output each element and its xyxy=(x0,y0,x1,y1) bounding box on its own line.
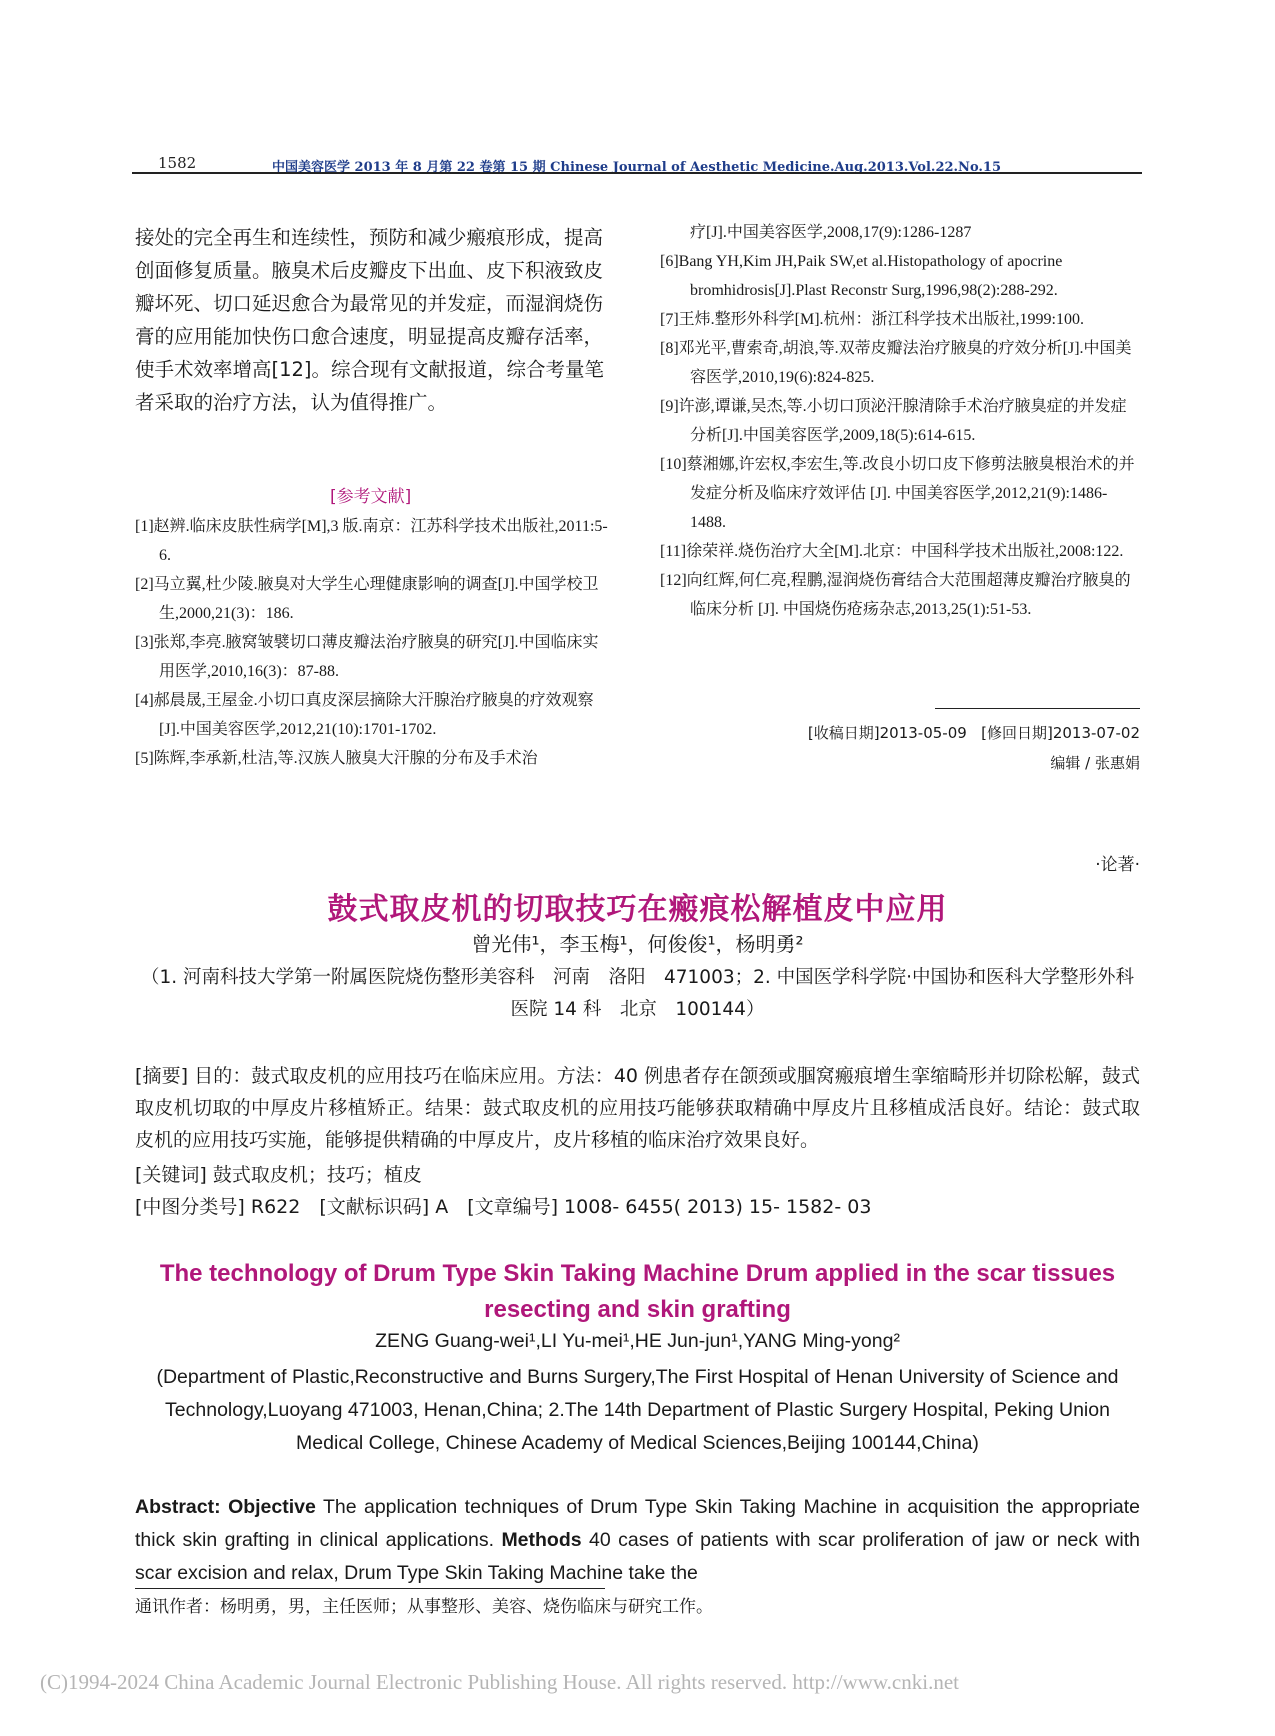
affiliation-en: (Department of Plastic,Reconstructive and Burns Surgery,The First Hospital of Henan University of Science and Technology,Luoyang 471003, Henan,China; 2.The 14th Department of Plastic Surgery Hospital, Peking Union Medical College, Chinese Academy of Medical Sciences,Beijing 100144,China) xyxy=(156,1366,1119,1454)
reference-item: [1]赵辨.临床皮肤性病学[M],3 版.南京：江苏科学技术出版社,2011:5-6. xyxy=(135,518,608,564)
reference-item: [10]蔡湘娜,许宏权,李宏生,等.改良小切口皮下修剪法腋臭根治术的并发症分析及临床疗效评估 [J]. 中国美容医学,2012,21(9):1486-1488. xyxy=(660,456,1135,531)
page-number: 1582 xyxy=(158,154,197,172)
reference-continuation: 疗[J].中国美容医学,2008,17(9):1286-1287 xyxy=(690,224,972,241)
reference-item: [8]邓光平,曹索奇,胡浪,等.双蒂皮瓣法治疗腋臭的疗效分析[J].中国美容医学,2010,19(6):824-825. xyxy=(660,340,1132,386)
reference-item: [2]马立翼,杜少陵.腋臭对大学生心理健康影响的调查[J].中国学校卫生,2000,21(3)：186. xyxy=(135,576,599,622)
reference-item: [7]王炜.整形外科学[M].杭州：浙江科学技术出版社,1999:100. xyxy=(660,311,1084,328)
affiliation-zh: （1. 河南科技大学第一附属医院烧伤整形美容科 河南 洛阳 471003；2. 中国医学科学院·中国协和医科大学整形外科医院 14 科 北京 100144） xyxy=(140,967,1135,1020)
methods-text: 40 cases of patients with scar proliferation of jaw or neck with scar excision and relax, Drum Type Skin Taking Machine take the xyxy=(135,1529,1140,1584)
references-right xyxy=(660,218,1140,624)
methods-label: Methods xyxy=(501,1529,582,1551)
reference-item: [4]郝晨晟,王屋金.小切口真皮深层摘除大汗腺治疗腋臭的疗效观察[J].中国美容医学,2012,21(10):1701-1702. xyxy=(135,692,594,738)
abstract-en xyxy=(135,1491,1140,1590)
received-date: [收稿日期]2013-05-09 xyxy=(807,724,967,742)
left-column-paragraph: 接处的完全再生和连续性，预防和减少瘢痕形成，提高创面修复质量。腋臭术后皮瓣皮下出血、皮下积液致皮瓣坏死、切口延迟愈合为最常见的并发症，而湿润烧伤膏的应用能加快伤口愈合速度，明显提高皮瓣存活率，使手术效率增高[12]。综合现有文献报道，综合考量笔者采取的治疗方法，认为值得推广。 xyxy=(135,226,605,414)
dates-line xyxy=(808,722,1140,743)
article-title-zh: 鼓式取皮机的切取技巧在瘢痕松解植皮中应用 xyxy=(327,892,948,927)
header-rule xyxy=(132,172,1142,174)
article-type-tag: ·论著· xyxy=(1095,855,1140,875)
revised-date: [修回日期]2013-07-02 xyxy=(981,724,1140,742)
reference-item: [11]徐荣祥.烧伤治疗大全[M].北京：中国科学技术出版社,2008:122. xyxy=(660,543,1124,560)
keywords-zh: [关键词] 鼓式取皮机；技巧；植皮 xyxy=(135,1164,422,1186)
article-title-en: The technology of Drum Type Skin Taking Machine Drum applied in the scar tissues resecting and skin grafting xyxy=(159,1260,1116,1323)
reference-item: [3]张郑,李亮.腋窝皱襞切口薄皮瓣法治疗腋臭的研究[J].中国临床实用医学,2010,16(3)：87-88. xyxy=(135,634,599,680)
reference-item: [9]许澎,谭谦,吴杰,等.小切口顶泌汗腺清除手术治疗腋臭症的并发症分析[J].中国美容医学,2009,18(5):614-615. xyxy=(660,398,1127,444)
authors-zh: 曾光伟¹，李玉梅¹，何俊俊¹，杨明勇² xyxy=(471,932,804,956)
references-heading: [参考文献] xyxy=(330,487,412,507)
abstract-label: Abstract: xyxy=(135,1496,221,1518)
reference-item: [6]Bang YH,Kim JH,Paik SW,et al.Histopathology of apocrine bromhidrosis[J].Plast Reconstr Surg,1996,98(2):288-292. xyxy=(660,253,1063,299)
corresponding-author-footnote: 通讯作者：杨明勇，男，主任医师；从事整形、美容、烧伤临床与研究工作。 xyxy=(135,1597,713,1617)
abstract-zh: [摘要] 目的：鼓式取皮机的应用技巧在临床应用。方法：40 例患者存在颌颈或腘窝瘢痕增生挛缩畸形并切除松解，鼓式取皮机切取的中厚皮片移植矫正。结果：鼓式取皮机的应用技巧能够获取精确中厚皮片且移植成活良好。结论：鼓式取皮机的应用技巧实施，能够提供精确的中厚皮片，皮片移植的临床治疗效果良好。 xyxy=(135,1065,1140,1151)
references-left xyxy=(135,512,613,773)
reference-item: [5]陈辉,李承新,杜洁,等.汉族人腋臭大汗腺的分布及手术治 xyxy=(135,750,538,767)
objective-label: Objective xyxy=(228,1496,316,1518)
objective-text: The application techniques of Drum Type Skin Taking Machine in acquisition the appropriate thick skin grafting in clinical applications. xyxy=(135,1496,1140,1551)
authors-en: ZENG Guang-wei¹,LI Yu-mei¹,HE Jun-jun¹,YANG Ming-yong² xyxy=(375,1330,900,1352)
copyright-watermark: (C)1994-2024 China Academic Journal Electronic Publishing House. All rights reserved. http://www.cnki.net xyxy=(40,1670,959,1694)
classification-zh: [中图分类号] R622 [文献标识码] A [文章编号] 1008- 6455( 2013) 15- 1582- 03 xyxy=(135,1196,872,1218)
reference-item: [12]向红辉,何仁亮,程鹏,湿润烧伤膏结合大范围超薄皮瓣治疗腋臭的临床分析 [J]. 中国烧伤疮疡杂志,2013,25(1):51-53. xyxy=(660,572,1131,618)
editor-line: 编辑 / 张惠娟 xyxy=(1050,754,1140,772)
footnote-rule xyxy=(135,1588,605,1589)
dates-rule xyxy=(935,708,1140,709)
running-header: 中国美容医学 2013 年 8 月第 22 卷第 15 期 Chinese Journal of Aesthetic Medicine.Aug.2013.Vol.22.No.15 xyxy=(272,160,1001,175)
